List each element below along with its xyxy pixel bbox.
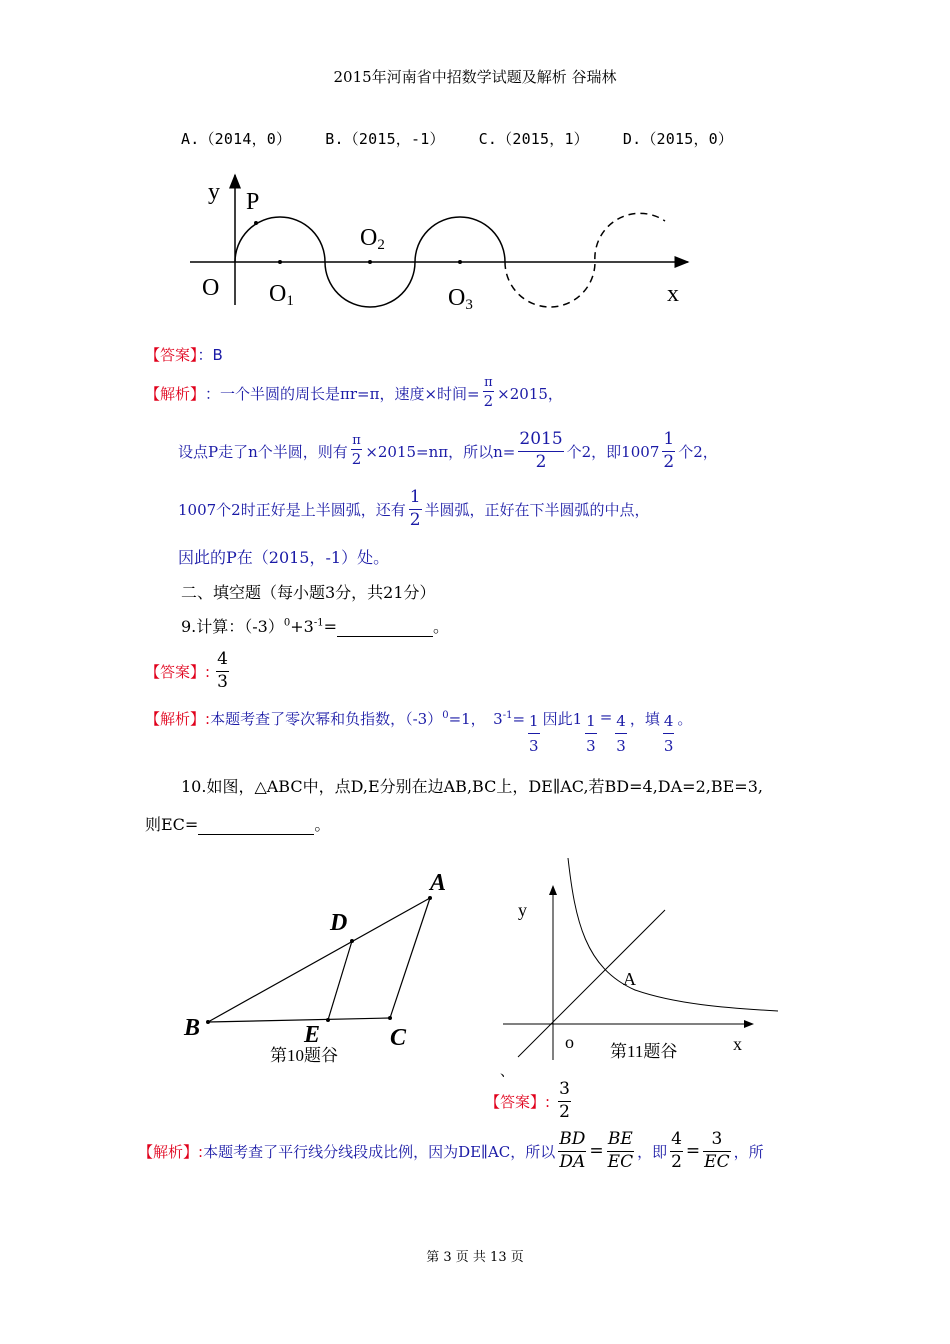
label-o1: O1 — [269, 281, 294, 309]
point-a — [428, 896, 432, 900]
point-c — [388, 1016, 392, 1020]
fraction: $\frac{\pi}{2}$ — [483, 375, 494, 411]
q10-question-line1: 10.如图，△ABC中，点D,E分别在边AB,BC上，DE∥AC,若BD=4,DA=2,BE=3, — [181, 777, 763, 796]
q9-sup: -1 — [313, 617, 324, 629]
fraction: $\frac{BD}{DA}$ — [559, 1129, 586, 1172]
answer-label: 【答案】 — [145, 346, 198, 364]
q8-answer — [145, 344, 223, 365]
segment-ac — [390, 898, 430, 1018]
fraction: $\frac{BE}{EC}$ — [607, 1129, 634, 1172]
option-c: C.（2015，1） — [478, 130, 589, 148]
figure-caption: 第10题谷 — [270, 1046, 338, 1065]
q9-analysis — [145, 708, 692, 760]
dashed-arcs — [505, 213, 665, 307]
analysis-text: 个2， — [678, 442, 718, 461]
q9-answer — [145, 646, 232, 696]
q9-text: +3 — [290, 617, 314, 636]
analysis-text: ×2015， — [497, 384, 563, 403]
stray-mark: 、 — [500, 1065, 514, 1080]
answer-blank — [198, 815, 314, 835]
fraction: $\frac{1}{2}$ — [409, 487, 421, 530]
answer-value: ：B — [197, 346, 223, 364]
q8-analysis-line1 — [145, 370, 563, 416]
point-o1 — [278, 260, 282, 264]
analysis-text: = — [599, 708, 613, 726]
analysis-text: 。 — [677, 710, 693, 728]
point-d — [350, 939, 354, 943]
label-y: y — [208, 179, 220, 205]
fraction: $\frac{\pi}{2}$ — [351, 433, 362, 469]
label-e: E — [304, 1022, 321, 1048]
q9-question — [181, 614, 449, 637]
analysis-text: 本题考查了平行线分线段成比例，因为DE∥AC，所以 — [203, 1142, 556, 1161]
segment-bc — [208, 1018, 390, 1022]
point-o3 — [458, 260, 462, 264]
label-a: A — [623, 969, 636, 989]
analysis-text: ，填 — [629, 710, 660, 728]
label-y: y — [518, 900, 527, 920]
point-o2 — [368, 260, 372, 264]
answer-fraction: $\frac{4}{3}$ — [217, 649, 228, 692]
label-x: x — [733, 1034, 742, 1054]
analysis-text: ×2015=nπ，所以n= — [365, 442, 516, 461]
hyperbola-curve — [568, 858, 778, 1011]
answer-label: 【答案】: — [485, 1092, 551, 1111]
fraction: $\frac{4}{2}$ — [671, 1129, 682, 1172]
analysis-text: ，所 — [733, 1142, 764, 1161]
q9-sup: 0 — [283, 617, 291, 629]
q10-answer — [485, 1076, 574, 1126]
answer-label: 【答案】: — [145, 662, 211, 681]
label-origin: O — [202, 275, 220, 301]
analysis-text: 设点P走了n个半圆，则有 — [178, 442, 348, 461]
point-b — [206, 1020, 210, 1024]
answer-options — [181, 128, 767, 149]
option-b: B.（2015，-1） — [325, 130, 445, 148]
q10-text: 。 — [314, 815, 331, 834]
analysis-text: 本题考查了零次幂和负指数，$(-3)^0=1$， $3^{-1}=$ — [210, 710, 526, 728]
section-heading: 二、填空题（每小题3分，共21分） — [181, 583, 436, 602]
q10-text: 则EC= — [145, 815, 199, 834]
label-b: B — [184, 1015, 201, 1041]
label-x: x — [667, 281, 679, 307]
label-o3: O3 — [448, 285, 473, 313]
analysis-label: 【解析】: — [145, 710, 211, 728]
segment-ba — [208, 898, 430, 1022]
point-p — [254, 221, 258, 225]
analysis-text: 半圆弧，正好在下半圆弧的中点， — [424, 500, 650, 519]
fraction: $\frac{1}{3}$ — [528, 709, 540, 758]
option-a: A.（2014，0） — [181, 130, 292, 148]
q9-text: = — [323, 617, 337, 636]
option-d: D.（2015，0） — [622, 130, 734, 148]
page-footer: 第 3 页 共 13 页 — [426, 1250, 524, 1265]
line-y-equals-kx — [518, 910, 665, 1057]
figure-semicircles — [180, 165, 710, 320]
fraction: $\frac{3}{EC}$ — [704, 1129, 730, 1172]
q8-analysis-line2 — [178, 428, 718, 474]
q10-analysis — [138, 1126, 764, 1176]
q9-text: 9.计算：（-3） — [181, 617, 284, 636]
label-origin: o — [565, 1032, 574, 1052]
label-d: D — [330, 910, 348, 936]
fraction: $\frac{4}{3}$ — [663, 709, 675, 758]
figure-triangle — [180, 865, 450, 1070]
equals-sign: = — [589, 1141, 604, 1161]
q9-text: 。 — [432, 617, 449, 636]
q8-analysis-line3 — [178, 486, 650, 532]
fraction: $\frac{2015}{2}$ — [519, 429, 563, 472]
analysis-text: ：一个半圆的周长是πr=π，速度×时间= — [205, 384, 480, 403]
analysis-text: 因此1 — [542, 710, 583, 728]
analysis-text: 1007个2时正好是上半圆弧，还有 — [178, 500, 406, 519]
analysis-label: 【解析】 — [145, 384, 206, 403]
answer-blank — [337, 617, 433, 637]
figure-hyperbola — [495, 850, 790, 1080]
analysis-label: 【解析】: — [138, 1142, 204, 1161]
fraction: $\frac{1}{3}$ — [585, 709, 597, 758]
analysis-text: 个2，即1007 — [566, 442, 660, 461]
q8-analysis-line4: 因此的P在（2015，-1）处。 — [178, 548, 390, 567]
answer-fraction: $\frac{3}{2}$ — [559, 1079, 570, 1122]
fraction: $\frac{4}{3}$ — [615, 709, 627, 758]
page-header: 2015年河南省中招数学试题及解析 谷瑞林 — [333, 68, 617, 86]
label-p: P — [246, 189, 260, 215]
label-o2: O2 — [360, 225, 385, 253]
equals-sign: = — [685, 1141, 701, 1161]
analysis-text: ，即 — [637, 1142, 668, 1161]
point-e — [326, 1018, 330, 1022]
fraction: $\frac{1}{2}$ — [663, 429, 675, 472]
label-a: A — [430, 870, 447, 896]
label-c: C — [390, 1025, 407, 1051]
figure-caption: 第11题谷 — [610, 1042, 678, 1061]
q10-question-line2 — [145, 812, 330, 835]
